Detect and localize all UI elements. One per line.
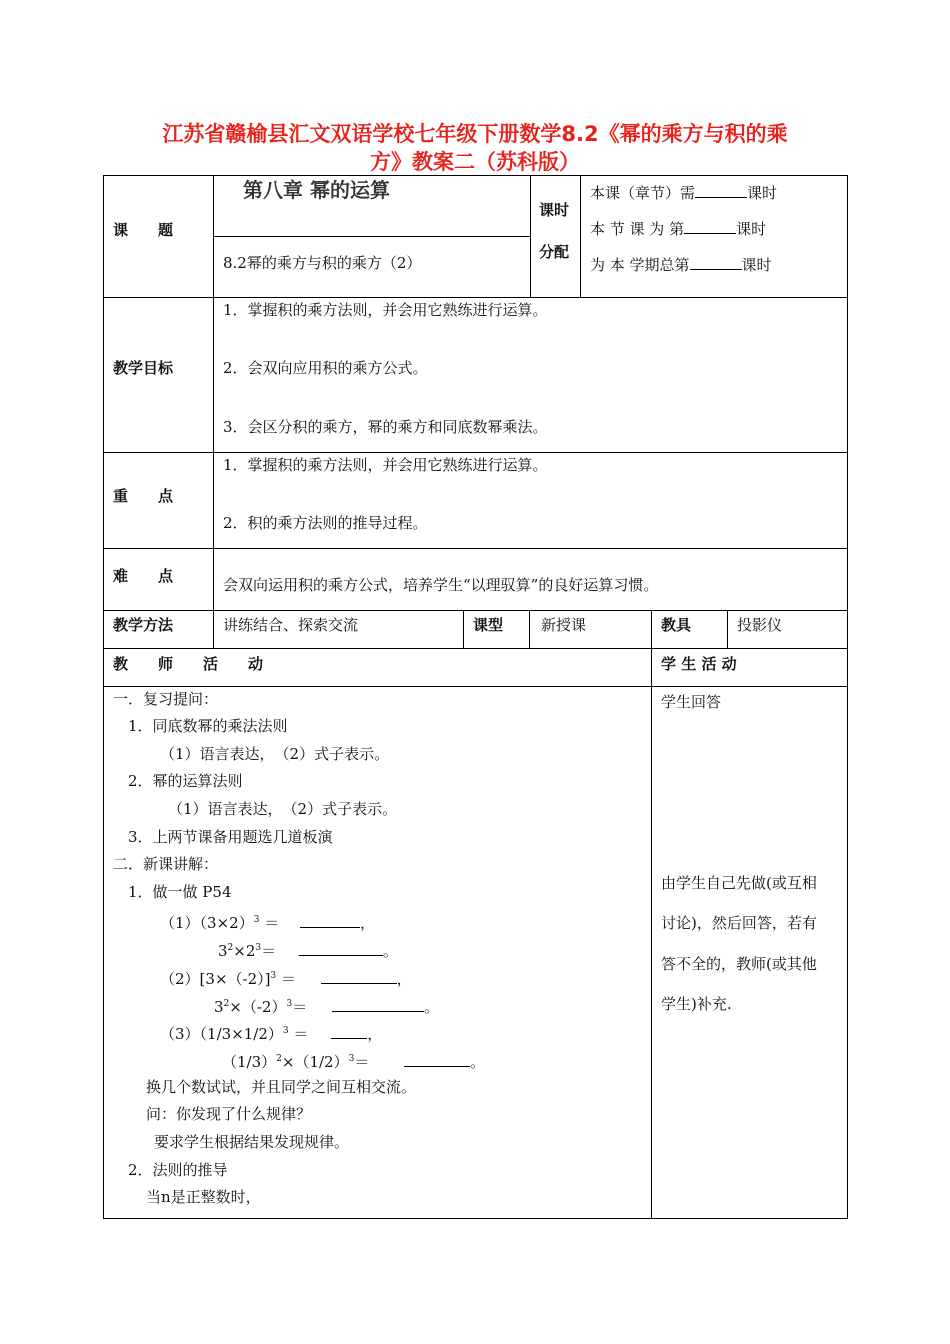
equals-sign: ＝ (292, 998, 308, 1016)
expression: （3）（1/3×1/2） (160, 1025, 283, 1043)
lesson-type-label: 课型 (473, 616, 504, 634)
expression: ×（1/2） (281, 1053, 349, 1071)
table-divider (651, 610, 652, 1219)
keypoint-item: 2．积的乘方法则的推导过程。 (223, 514, 428, 532)
teacher-line: 2．法则的推导 (128, 1161, 228, 1179)
expression: （2）[3×（-2）] (160, 970, 271, 988)
table-divider (463, 610, 464, 649)
hours-line-2-suffix: 课时 (736, 220, 767, 238)
expression: （1/3） (222, 1053, 277, 1071)
student-line: 学生)补充. (661, 995, 732, 1013)
exponent: 3 (253, 915, 260, 925)
student-line: 由学生自己先做(或互相 (661, 874, 817, 892)
hours-line-1-suffix: 课时 (747, 184, 778, 202)
lesson-type-value: 新授课 (541, 616, 587, 634)
table-divider (103, 548, 848, 549)
difficulty-text: 会双向运用积的乘方公式，培养学生“以理驭算”的良好运算习惯。 (223, 576, 659, 594)
teacher-line: 2．幂的运算法则 (128, 772, 243, 790)
table-divider (213, 236, 530, 237)
answer-blank (321, 969, 397, 984)
exercise-2b (214, 994, 439, 1017)
equals-sign: ＝ (354, 1053, 370, 1071)
table-divider (530, 175, 531, 297)
hours-label-2: 分配 (539, 243, 570, 261)
table-border-bottom (103, 1218, 848, 1219)
table-divider (529, 610, 530, 649)
equals-sign: ＝ (261, 942, 277, 960)
exponent: 3 (348, 1054, 355, 1064)
blank-line (695, 183, 747, 198)
teacher-line: （1）语言表达， （2）式子表示。 (168, 800, 398, 818)
expression: ×（-2） (229, 998, 287, 1016)
student-activity-header: 学 生 活 动 (661, 655, 737, 673)
exercise-1b (218, 938, 398, 961)
teacher-line: 当n是正整数时， (146, 1188, 261, 1206)
teacher-line: 二．新课讲解： (113, 855, 219, 873)
teacher-line: 1．同底数幂的乘法法则 (128, 717, 288, 735)
student-line: 讨论)，然后回答，若有 (661, 914, 817, 932)
method-value: 讲练结合、探索交流 (223, 616, 359, 634)
chapter-title: 第八章 幂的运算 (243, 178, 390, 202)
equals-sign: ＝ (293, 1025, 309, 1043)
title-line-2: 方》教案二（苏科版） (370, 150, 580, 174)
exponent: 3 (270, 971, 277, 981)
blank-line (690, 255, 742, 270)
teacher-line: 换几个数试试，并且同学之间互相交流。 (146, 1078, 417, 1096)
hours-line-1-prefix: 本课（章节）需 (590, 184, 696, 202)
table-divider (103, 610, 848, 611)
section-title: 8.2幂的乘方与积的乘方（2） (223, 254, 422, 272)
answer-blank (332, 997, 424, 1012)
exercise-2a (160, 966, 412, 989)
exponent: 3 (286, 999, 293, 1009)
table-divider (103, 297, 848, 298)
student-line: 学生回答 (661, 693, 722, 711)
exponent: 2 (276, 1054, 282, 1064)
objective-item: 2．会双向应用积的乘方公式。 (223, 359, 428, 377)
table-border-top (103, 175, 848, 176)
answer-blank (300, 913, 360, 928)
exponent: 3 (282, 1026, 289, 1036)
teacher-line: （1）语言表达， （2）式子表示。 (160, 745, 390, 763)
table-border-right (847, 175, 848, 1219)
hours-line-2 (590, 219, 766, 239)
student-line: 答不全的，教师(或其他 (661, 955, 817, 973)
exponent: 2 (227, 943, 234, 953)
teacher-activity-header: 教 师 活 动 (113, 655, 264, 673)
teacher-line: 3．上两节课备用题选几道板演 (128, 828, 333, 846)
tools-value: 投影仪 (737, 616, 783, 634)
table-divider (103, 648, 848, 649)
document-title (120, 120, 830, 176)
objective-item: 3．会区分积的乘方，幂的乘方和同底数幂乘法。 (223, 418, 548, 436)
expression: 3 (218, 942, 228, 960)
hours-line-3 (590, 255, 772, 275)
topic-label: 课 题 (113, 221, 174, 239)
expression: （1）（3×2） (160, 914, 254, 932)
comma: ， (396, 970, 412, 988)
table-divider (103, 452, 848, 453)
exponent: 2 (223, 999, 230, 1009)
hours-line-1 (590, 183, 777, 203)
exercise-1a (160, 910, 375, 933)
comma: ， (360, 914, 376, 932)
comma: ， (367, 1025, 383, 1043)
period: 。 (470, 1053, 486, 1071)
period: 。 (424, 998, 440, 1016)
table-divider (103, 686, 848, 687)
objectives-label: 教学目标 (113, 359, 174, 377)
difficulty-label: 难 点 (113, 567, 174, 585)
table-divider (727, 610, 728, 649)
teacher-line: 1．做一做 P54 (128, 883, 232, 901)
keypoints-label: 重 点 (113, 487, 174, 505)
title-line-1: 江苏省赣榆县汇文双语学校七年级下册数学8.2《幂的乘方与积的乘 (162, 122, 788, 146)
answer-blank (299, 941, 383, 956)
equals-sign: ＝ (264, 914, 280, 932)
exponent: 3 (255, 943, 262, 953)
method-label: 教学方法 (113, 616, 174, 634)
answer-blank (404, 1052, 470, 1067)
hours-line-3-prefix: 为 本 学期总第 (590, 256, 690, 274)
hours-line-3-suffix: 课时 (741, 256, 772, 274)
hours-label-1: 课时 (539, 201, 570, 219)
table-border-left (103, 175, 104, 1219)
teacher-line: 要求学生根据结果发现规律。 (154, 1133, 350, 1151)
expression: 3 (214, 998, 224, 1016)
answer-blank (331, 1024, 367, 1039)
objective-item: 1．掌握积的乘方法则，并会用它熟练进行运算。 (223, 301, 548, 319)
keypoint-item: 1．掌握积的乘方法则，并会用它熟练进行运算。 (223, 456, 548, 474)
hours-line-2-prefix: 本 节 课 为 第 (590, 220, 685, 238)
table-divider (213, 175, 214, 649)
teacher-line: 问：你发现了什么规律？ (146, 1105, 312, 1123)
exercise-3a (160, 1021, 382, 1044)
table-divider (580, 175, 581, 297)
exercise-3b (222, 1049, 485, 1072)
period: 。 (382, 942, 398, 960)
tools-label: 教具 (661, 616, 692, 634)
expression: ×2 (233, 942, 256, 960)
blank-line (684, 219, 736, 234)
teacher-line: 一．复习提问： (113, 690, 219, 708)
equals-sign: ＝ (281, 970, 297, 988)
